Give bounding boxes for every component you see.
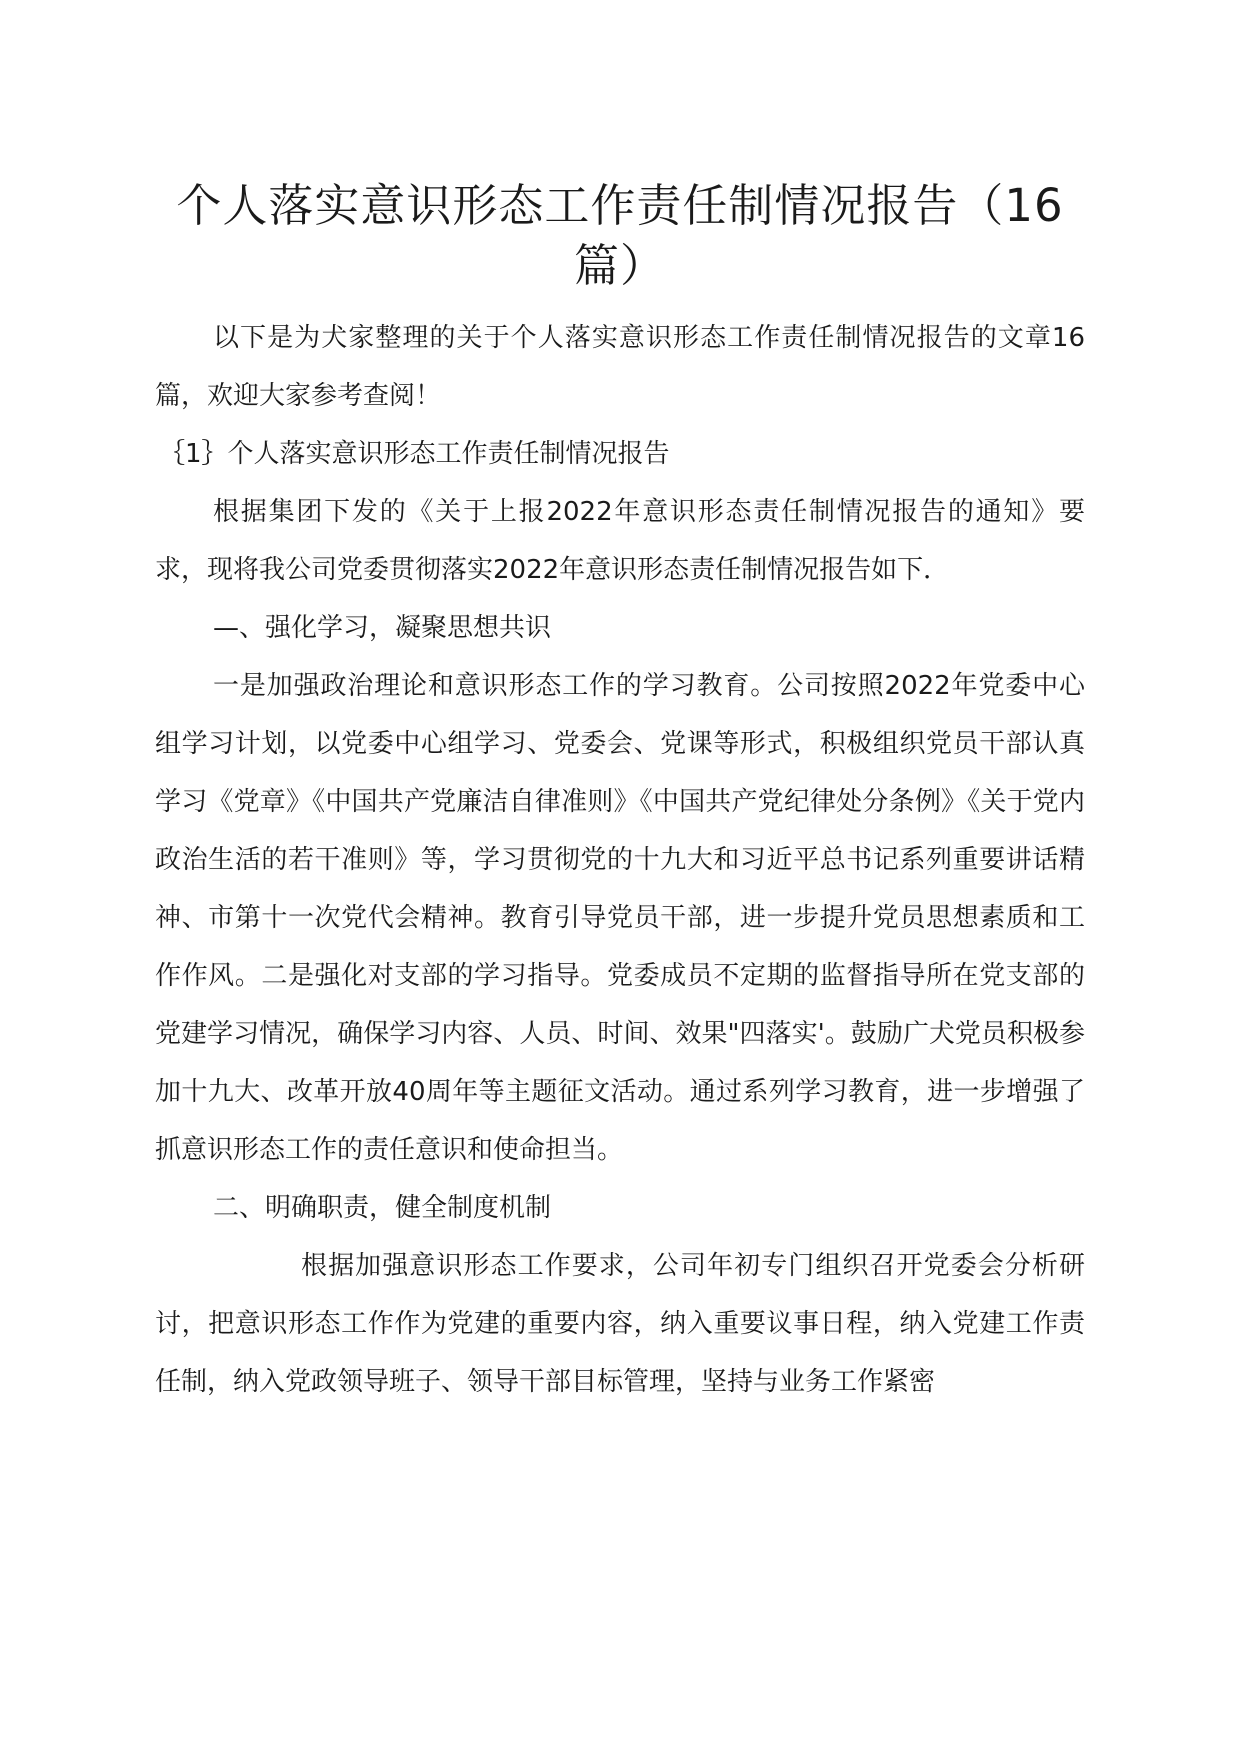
section-heading-2: 二、明确职责，健全制度机制 (213, 1193, 552, 1223)
document-body (155, 309, 1085, 1411)
section-heading-1: —、强化学习，凝聚思想共识 (213, 613, 552, 643)
section-label: ｛1｝个人落实意识形态工作责任制情况报告 (159, 439, 670, 469)
notice-paragraph: 根据集团下发的《关于上报2022年意识形态责任制情况报告的通知》要求，现将我公司党委贯彻落实2022年意识形态责任制情况报告如下． (155, 497, 1085, 585)
document-title: 个人落实意识形态工作责任制情况报告（16篇） (176, 179, 1064, 292)
study-paragraph: 一是加强政治理论和意识形态工作的学习教育。公司按照2022年党委中心组学习计划，以党委中心组学习、党委会、党课等形式，积极组织党员干部认真学习《党章》《中国共产党廉洁自律准则》《中国共产党纪律处分条例》《关于党内政治生活的若干准则》等，学习贯彻党的十九大和习近平总书记系列重要讲话精神、市第十一次党代会精神。教育引导党员干部，进一步提升党员思想素质和工作作风。二是强化对支部的学习指导。党委成员不定期的监督指导所在党支部的党建学习情况，确保学习内容、人员、时间、效果"四落实'。鼓励广犬党员积极参加十九大、改革开放40周年等主题征文活动。通过系列学习教育，进一步增强了抓意识形态工作的责任意识和使命担当。 (155, 671, 1085, 1165)
intro-paragraph: 以下是为犬家整理的关于个人落实意识形态工作责任制情况报告的文章16篇，欢迎大家参考查阅！ (155, 323, 1085, 411)
duty-paragraph: 根据加强意识形态工作要求，公司年初专门组织召开党委会分析研讨，把意识形态工作作为党建的重要内容，纳入重要议事日程，纳入党建工作责任制，纳入党政领导班子、领导干部目标管理，坚持与业务工作紧密 (155, 1251, 1085, 1397)
